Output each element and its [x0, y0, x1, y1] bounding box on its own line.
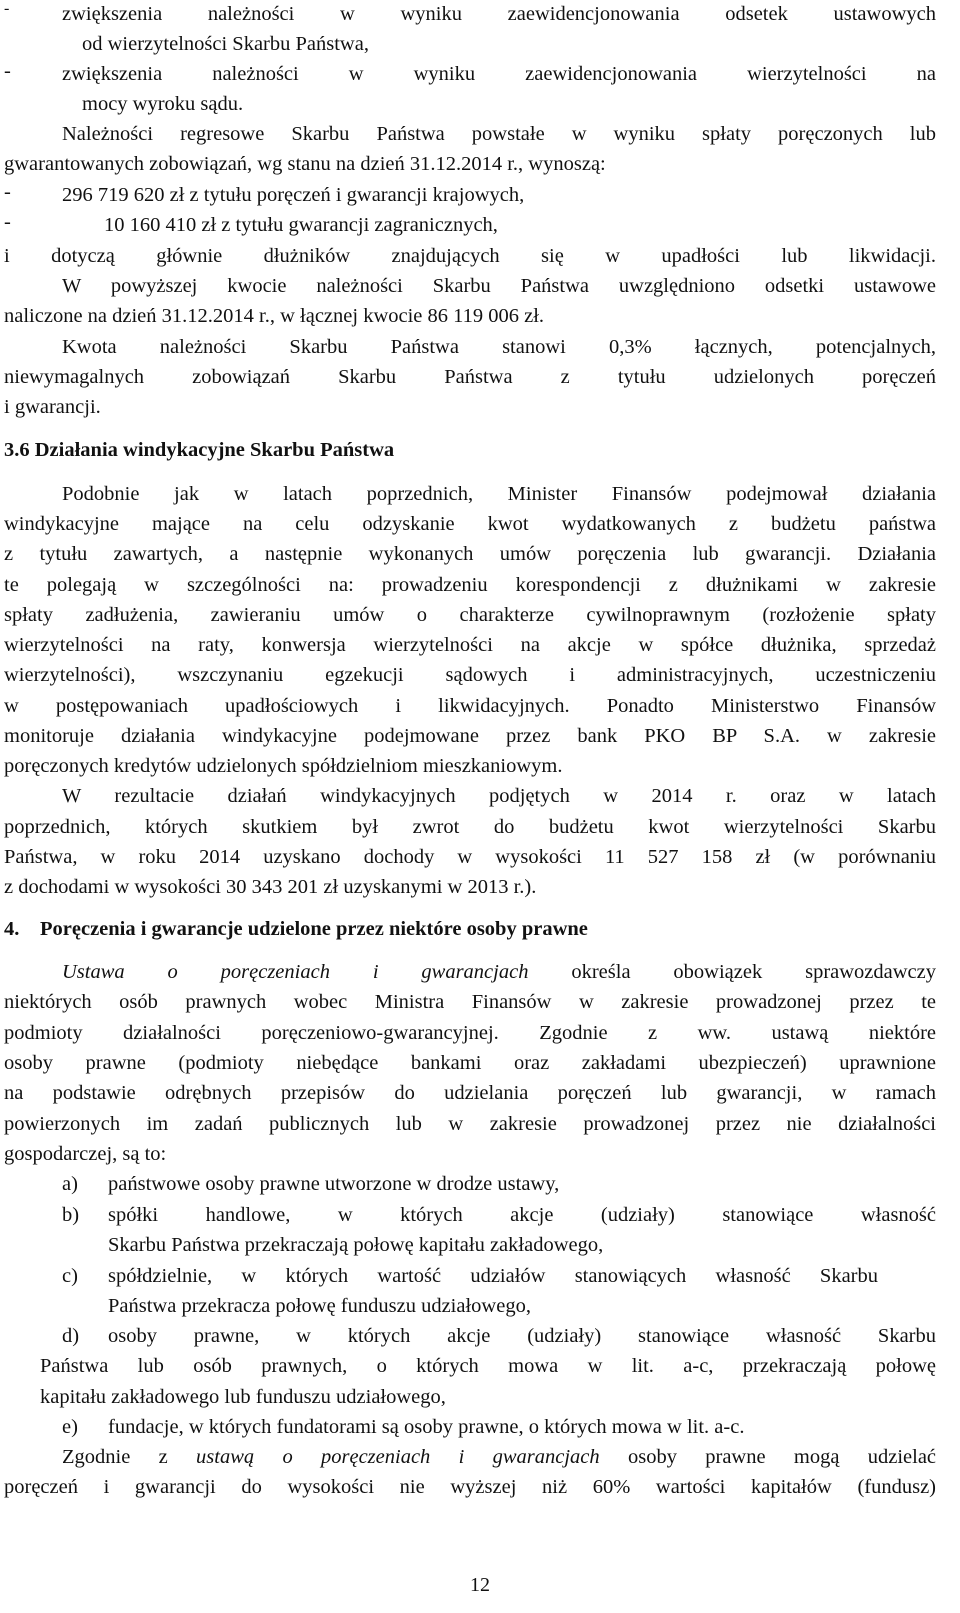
text-line: gwarantowanych zobowiązań, wg stanu na dzień 31.12.2014 r., wynoszą:	[4, 153, 606, 175]
text-line: 296 719 620 zł z tytułu poręczeń i gwarancji krajowych,	[62, 184, 525, 206]
text-line: gospodarczej, są to:	[4, 1143, 167, 1165]
text-fragment: Zgodnie z	[62, 1446, 168, 1468]
list-dash: -	[4, 60, 11, 82]
text-line: Państwa lub osób prawnych, o których mowa w lit. a-c, przekraczają połowę	[40, 1355, 936, 1377]
text-line: Należności regresowe Skarbu Państwa powstałe w wyniku spłaty poręczonych lub	[62, 123, 936, 145]
law-title: Ustawa o poręczeniach i gwarancjach	[62, 961, 529, 983]
text-line: poprzednich, których skutkiem był zwrot do budżetu kwot wierzytelności Skarbu	[4, 816, 936, 838]
text-line: podmioty działalności poręczeniowo-gwarancyjnej. Zgodnie z ww. ustawą niektóre	[4, 1022, 936, 1044]
text-line: zwiększenia należności w wyniku zaewidencjonowania wierzytelności na	[62, 63, 936, 85]
list-label: b)	[62, 1204, 80, 1226]
text-fragment: osoby prawne mogą udzielać	[627, 1446, 937, 1468]
text-line: spłaty zadłużenia, zawieraniu umów o charakterze cywilnoprawnym (rozłożenie spłaty	[4, 604, 936, 626]
list-label: e)	[62, 1416, 78, 1438]
text-line: z dochodami w wysokości 30 343 201 zł uzyskanymi w 2013 r.).	[4, 876, 537, 898]
list-label: d)	[62, 1325, 80, 1347]
text-line: kapitału zakładowego lub funduszu udziałowego,	[40, 1386, 446, 1408]
list-label: a)	[62, 1173, 78, 1195]
text-line: wierzytelności), wszczynaniu egzekucji sądowych i administracyjnych, uczestniczeniu	[4, 664, 936, 686]
text-line: z tytułu zawartych, a następnie wykonanych umów poręczenia lub gwarancji. Działania	[4, 543, 936, 565]
text-line: Państwa, w roku 2014 uzyskano dochody w wysokości 11 527 158 zł (w porównaniu	[4, 846, 936, 868]
list-label: c)	[62, 1265, 78, 1287]
text-line: niektórych osób prawnych wobec Ministra Finansów w zakresie prowadzonej przez te	[4, 991, 936, 1013]
law-title: ustawą o poręczeniach i gwarancjach	[196, 1446, 600, 1468]
text-line: od wierzytelności Skarbu Państwa,	[82, 33, 369, 55]
text-line: W powyższej kwocie należności Skarbu Państwa uwzględniono odsetki ustawowe	[62, 275, 936, 297]
section-number: 4.	[4, 918, 20, 940]
list-dash: -	[4, 0, 10, 17]
text-line: 10 160 410 zł z tytułu gwarancji zagranicznych,	[104, 214, 498, 236]
text-line: windykacyjne mające na celu odzyskanie kwot wydatkowanych z budżetu państwa	[4, 513, 936, 535]
text-line: na podstawie odrębnych przepisów do udzielania poręczeń lub gwarancji, w ramach	[4, 1082, 936, 1104]
text-fragment: określa obowiązek sprawozdawczy	[571, 961, 937, 983]
page-number: 12	[470, 1574, 490, 1596]
text-line: te polegają w szczególności na: prowadzeniu korespondencji z dłużnikami w zakresie	[4, 574, 936, 596]
text-line: Skarbu Państwa przekraczają połowę kapitału zakładowego,	[108, 1234, 604, 1256]
text-line: osoby prawne (podmioty niebędące bankami oraz zakładami ubezpieczeń) uprawnione	[4, 1052, 936, 1074]
text-line: monitoruje działania windykacyjne podejmowane przez bank PKO BP S.A. w zakresie	[4, 725, 936, 747]
list-dash: -	[4, 181, 11, 203]
section-heading	[4, 915, 588, 943]
text-line: zwiększenia należności w wyniku zaewidencjonowania odsetek ustawowych	[62, 3, 936, 25]
text-line: i dotyczą głównie dłużników znajdujących się w upadłości lub likwidacji.	[4, 245, 936, 267]
text-line: poręczonych kredytów udzielonych spółdzielniom mieszkaniowym.	[4, 755, 563, 777]
text-line: fundacje, w których fundatorami są osoby prawne, o których mowa w lit. a-c.	[108, 1416, 745, 1438]
text-line	[62, 958, 936, 986]
text-line: niewymagalnych zobowiązań Skarbu Państwa z tytułu udzielonych poręczeń	[4, 366, 936, 388]
text-line: poręczeń i gwarancji do wysokości nie wyższej niż 60% wartości kapitałów (fundusz)	[4, 1476, 936, 1498]
text-line: wierzytelności na raty, konwersja wierzytelności na akcje w spółce dłużnika, sprzedaż	[4, 634, 936, 656]
text-line: naliczone na dzień 31.12.2014 r., w łącznej kwocie 86 119 006 zł.	[4, 305, 545, 327]
text-line: w postępowaniach upadłościowych i likwidacyjnych. Ponadto Ministerstwo Finansów	[4, 695, 936, 717]
section-heading: 3.6 Działania windykacyjne Skarbu Państwa	[4, 439, 395, 461]
text-line: Państwa przekracza połowę funduszu udziałowego,	[108, 1295, 531, 1317]
text-line: państwowe osoby prawne utworzone w drodze ustawy,	[108, 1173, 560, 1195]
text-line: i gwarancji.	[4, 396, 101, 418]
text-line: spółki handlowe, w których akcje (udziały) stanowiące własność	[108, 1204, 936, 1226]
text-line: spółdzielnie, w których wartość udziałów stanowiących własność Skarbu	[108, 1265, 878, 1287]
list-dash: -	[4, 211, 11, 233]
text-line: mocy wyroku sądu.	[82, 93, 244, 115]
section-title: Poręczenia i gwarancje udzielone przez niektóre osoby prawne	[40, 918, 588, 940]
text-line: Podobnie jak w latach poprzednich, Minister Finansów podejmował działania	[62, 483, 936, 505]
text-line: Kwota należności Skarbu Państwa stanowi 0,3% łącznych, potencjalnych,	[62, 336, 936, 358]
text-line: osoby prawne, w których akcje (udziały) stanowiące własność Skarbu	[108, 1325, 936, 1347]
text-line: powierzonych im zadań publicznych lub w zakresie prowadzonej przez nie działalności	[4, 1113, 936, 1135]
text-line	[62, 1443, 936, 1471]
text-line: W rezultacie działań windykacyjnych podjętych w 2014 r. oraz w latach	[62, 785, 936, 807]
